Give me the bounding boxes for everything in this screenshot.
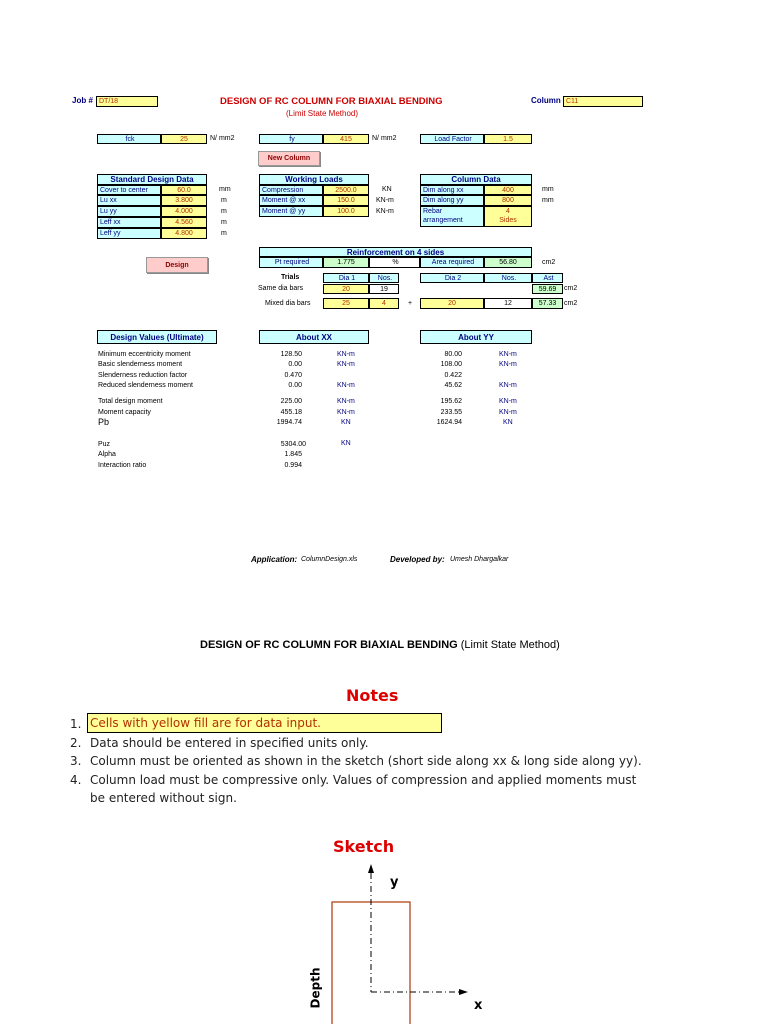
mixed-dia2-input[interactable]: 20 bbox=[420, 298, 484, 309]
dv-yy-unit: KN-m bbox=[499, 409, 517, 416]
page2-title-rest: (Limit State Method) bbox=[460, 639, 560, 651]
dv-yy-value: 233.55 bbox=[440, 409, 462, 416]
dv-yy-value: 45.62 bbox=[444, 382, 462, 389]
std-unit: m bbox=[221, 219, 227, 226]
note-item-4: Column load must be compressive only. Values of compression and applied moments must bbox=[90, 773, 637, 787]
dv-xx-value: 0.470 bbox=[284, 372, 302, 379]
y-axis-arrow bbox=[368, 864, 374, 873]
note-item-2: Data should be entered in specified units only. bbox=[90, 736, 369, 750]
std-label: Leff yy bbox=[97, 228, 161, 239]
std-unit: m bbox=[221, 230, 227, 237]
puz-value: 5304.00 bbox=[280, 441, 306, 448]
std-label: Lu xx bbox=[97, 195, 161, 206]
wl-input[interactable]: 2500.0 bbox=[323, 185, 369, 195]
same-dia-label: Same dia bars bbox=[258, 285, 304, 292]
dv-xx-value: 0.00 bbox=[288, 382, 302, 389]
fy-unit: N/ mm2 bbox=[372, 135, 397, 142]
job-label: Job # bbox=[72, 96, 93, 105]
note-number: 2. bbox=[70, 736, 82, 750]
note-item-4-cont: be entered without sign. bbox=[90, 791, 237, 805]
rebar-label-line1: Rebar bbox=[423, 208, 443, 215]
dv-row-label: Slenderness reduction factor bbox=[98, 372, 188, 379]
rebar-input[interactable] bbox=[484, 206, 532, 227]
dv-xx-unit: KN-m bbox=[337, 398, 355, 405]
wl-input[interactable]: 150.0 bbox=[323, 195, 369, 206]
std-input[interactable]: 60.0 bbox=[161, 185, 207, 195]
wl-unit: KN-m bbox=[376, 197, 394, 204]
dv-yy-unit: KN-m bbox=[499, 382, 517, 389]
mixed-ast-value: 57.33 bbox=[532, 298, 563, 309]
mixed-ast-unit: cm2 bbox=[564, 300, 578, 307]
notes-title: Notes bbox=[346, 686, 399, 705]
fck-unit: N/ mm2 bbox=[210, 135, 235, 142]
dv-xx-unit: KN bbox=[341, 419, 351, 426]
design-button[interactable]: Design bbox=[146, 257, 208, 273]
pt-unit: % bbox=[369, 257, 420, 268]
trials-label: Trials bbox=[281, 274, 300, 281]
application-value: ColumnDesign.xls bbox=[301, 556, 358, 563]
reinforcement-header: Reinforcement on 4 sides bbox=[259, 247, 532, 257]
rebar-value-line2: Sides bbox=[499, 217, 517, 224]
dia1-header: Dia 1 bbox=[323, 273, 369, 283]
area-unit: cm2 bbox=[542, 259, 556, 266]
same-ast-unit: cm2 bbox=[564, 285, 578, 292]
dv-row-label: Basic slenderness moment bbox=[98, 361, 183, 368]
pt-label: Pt required bbox=[259, 257, 323, 268]
std-unit: mm bbox=[219, 186, 231, 193]
dv-xx-unit: KN-m bbox=[337, 409, 355, 416]
std-input[interactable]: 4.560 bbox=[161, 217, 207, 228]
page2-title bbox=[200, 639, 560, 651]
dv-xx-value: 0.00 bbox=[288, 361, 302, 368]
dv-row-label: Total design moment bbox=[98, 398, 163, 405]
standard-data-header: Standard Design Data bbox=[97, 174, 207, 185]
rebar-label-line2: arrangement bbox=[423, 217, 463, 224]
fy-input[interactable]: 415 bbox=[323, 134, 369, 144]
std-unit: m bbox=[221, 197, 227, 204]
dv-yy-value: 80.00 bbox=[444, 351, 462, 358]
dv-yy-unit: KN bbox=[503, 419, 513, 426]
mixed-nos2-value: 12 bbox=[484, 298, 532, 309]
developer-label: Developed by: bbox=[390, 555, 445, 564]
dv-row-label: Minimum eccentricity moment bbox=[98, 351, 191, 358]
about-xx-header: About XX bbox=[259, 330, 369, 344]
page2-title-bold: DESIGN OF RC COLUMN FOR BIAXIAL BENDING bbox=[200, 639, 458, 651]
alpha-value: 1.845 bbox=[284, 451, 302, 458]
dv-xx-unit: KN-m bbox=[337, 351, 355, 358]
column-outline bbox=[332, 902, 410, 1024]
dv-yy-value: 108.00 bbox=[440, 361, 462, 368]
pt-value: 1.775 bbox=[323, 257, 369, 268]
note-number: 1. bbox=[70, 717, 82, 731]
dv-row-label: Pb bbox=[98, 417, 110, 427]
design-values-header: Design Values (Ultimate) bbox=[97, 330, 217, 344]
wl-label: Compression bbox=[259, 185, 323, 195]
dv-xx-value: 455.18 bbox=[280, 409, 302, 416]
same-nos-value: 19 bbox=[369, 284, 399, 294]
depth-label: Depth bbox=[308, 967, 323, 1009]
dv-row-label: Moment capacity bbox=[98, 409, 151, 416]
area-label: Area required bbox=[420, 257, 484, 268]
same-ast-value: 59.69 bbox=[532, 284, 563, 294]
load-factor-label: Load Factor bbox=[420, 134, 484, 144]
column-input[interactable]: C11 bbox=[563, 96, 643, 107]
ast-header: Ast bbox=[532, 273, 563, 283]
ir-value: 0.994 bbox=[284, 462, 302, 469]
std-label: Lu yy bbox=[97, 206, 161, 217]
application-label: Application: bbox=[251, 555, 298, 564]
cd-unit: mm bbox=[542, 186, 554, 193]
dv-yy-value: 1624.94 bbox=[436, 419, 462, 426]
cd-unit: mm bbox=[542, 197, 554, 204]
rebar-value-line1: 4 bbox=[506, 208, 510, 215]
mixed-dia1-input[interactable]: 25 bbox=[323, 298, 369, 309]
load-factor-input[interactable]: 1.5 bbox=[484, 134, 532, 144]
puz-unit: KN bbox=[341, 440, 351, 447]
dv-xx-value: 225.00 bbox=[280, 398, 302, 405]
about-yy-header: About YY bbox=[420, 330, 532, 344]
note-number: 3. bbox=[70, 754, 82, 768]
cd-input[interactable]: 800 bbox=[484, 195, 532, 206]
rebar-label bbox=[420, 206, 484, 227]
fck-input[interactable]: 25 bbox=[161, 134, 207, 144]
cd-input[interactable]: 400 bbox=[484, 185, 532, 195]
dv-xx-value: 128.50 bbox=[280, 351, 302, 358]
nos-header: Nos. bbox=[369, 273, 399, 283]
cd-label: Dim along yy bbox=[420, 195, 484, 206]
dv-row-label: Reduced slenderness moment bbox=[98, 382, 193, 389]
cd-label: Dim along xx bbox=[420, 185, 484, 195]
alpha-label: Alpha bbox=[98, 451, 116, 458]
dv-yy-value: 195.62 bbox=[440, 398, 462, 405]
y-axis-label: y bbox=[390, 875, 399, 890]
wl-unit: KN-m bbox=[376, 208, 394, 215]
std-input[interactable]: 3.800 bbox=[161, 195, 207, 206]
sketch-title: Sketch bbox=[333, 837, 395, 856]
dia2-header: Dia 2 bbox=[420, 273, 484, 283]
column-label: Column bbox=[531, 96, 561, 105]
std-input[interactable]: 4.800 bbox=[161, 228, 207, 239]
std-unit: m bbox=[221, 208, 227, 215]
std-label: Leff xx bbox=[97, 217, 161, 228]
developer-value: Umesh Dhargalkar bbox=[450, 556, 509, 563]
ir-label: Interaction ratio bbox=[98, 462, 147, 469]
nos2-header: Nos. bbox=[484, 273, 532, 283]
wl-label: Moment @ yy bbox=[259, 206, 323, 217]
dv-xx-unit: KN-m bbox=[337, 361, 355, 368]
dv-yy-unit: KN-m bbox=[499, 398, 517, 405]
fck-label: fck bbox=[97, 134, 161, 144]
fy-label: fy bbox=[259, 134, 323, 144]
working-loads-header: Working Loads bbox=[259, 174, 369, 185]
new-column-button[interactable]: New Column bbox=[258, 151, 320, 166]
area-value: 56.80 bbox=[484, 257, 532, 268]
dv-yy-unit: KN-m bbox=[499, 361, 517, 368]
note-item-3: Column must be oriented as shown in the sketch (short side along xx & long side along yy). bbox=[90, 754, 642, 768]
note-number: 4. bbox=[70, 773, 82, 787]
mixed-nos1-input[interactable]: 4 bbox=[369, 298, 399, 309]
dv-yy-value: 0.422 bbox=[444, 372, 462, 379]
mixed-dia-label: Mixed dia bars bbox=[265, 300, 311, 307]
column-sketch bbox=[0, 855, 768, 1024]
dv-yy-unit: KN-m bbox=[499, 351, 517, 358]
note-item-1: Cells with yellow fill are for data input. bbox=[87, 713, 442, 733]
x-axis-label: x bbox=[474, 998, 483, 1013]
page-subtitle: (Limit State Method) bbox=[286, 109, 359, 118]
puz-label: Puz bbox=[98, 441, 111, 448]
job-input[interactable]: DT/18 bbox=[96, 96, 158, 107]
wl-unit: KN bbox=[382, 186, 392, 193]
dv-xx-value: 1994.74 bbox=[276, 419, 302, 426]
wl-label: Moment @ xx bbox=[259, 195, 323, 206]
x-axis-arrow bbox=[459, 989, 468, 995]
same-dia-input[interactable]: 20 bbox=[323, 284, 369, 294]
column-data-header: Column Data bbox=[420, 174, 532, 185]
wl-input[interactable]: 100.0 bbox=[323, 206, 369, 217]
page-title: DESIGN OF RC COLUMN FOR BIAXIAL BENDING bbox=[220, 96, 443, 107]
std-label: Cover to center bbox=[97, 185, 161, 195]
dv-xx-unit: KN-m bbox=[337, 382, 355, 389]
plus-sign: + bbox=[408, 300, 413, 307]
std-input[interactable]: 4.000 bbox=[161, 206, 207, 217]
